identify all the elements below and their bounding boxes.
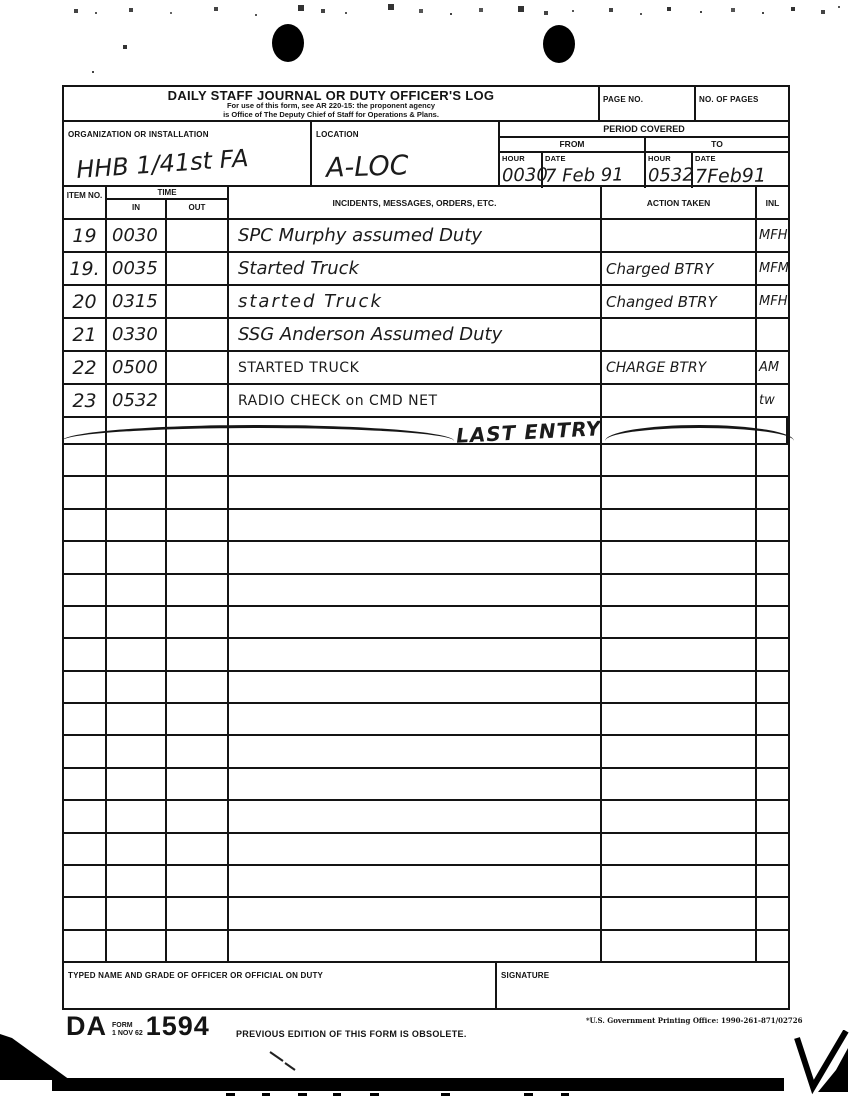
cell-item: 22	[64, 352, 107, 383]
last-entry-text-handwritten: LAST ENTRY	[455, 415, 602, 448]
cell-empty	[107, 575, 167, 605]
period-covered-label: PERIOD COVERED	[500, 122, 788, 138]
da-form-1594	[62, 85, 790, 1010]
cell-empty	[107, 607, 167, 637]
punch-hole-right	[543, 25, 575, 63]
cell-action: Changed BTRY	[602, 286, 757, 317]
cell-incident: SSG Anderson Assumed Duty	[229, 319, 602, 350]
cell-empty	[107, 639, 167, 669]
strike-line-right	[605, 425, 794, 441]
organization-box	[64, 122, 312, 185]
cell-empty	[602, 672, 757, 702]
cell-empty	[64, 477, 107, 507]
form-title: DAILY STAFF JOURNAL OR DUTY OFFICER'S LOG	[167, 88, 495, 103]
from-hour-value-handwritten: 0030	[501, 164, 548, 187]
cell-empty	[167, 898, 229, 928]
cell-empty	[229, 477, 602, 507]
cell-empty	[167, 510, 229, 540]
typed-name-box	[64, 963, 497, 1008]
cell-empty	[602, 898, 757, 928]
cell-in: 0315	[107, 286, 167, 317]
form-edition-date: 1 NOV 62	[112, 1029, 143, 1037]
organization-label: ORGANIZATION OR INSTALLATION	[68, 130, 209, 139]
table-row-empty	[64, 704, 788, 736]
time-label: TIME	[107, 187, 227, 200]
to-hour-value-handwritten: 0532	[647, 164, 694, 187]
cell-empty	[107, 834, 167, 864]
cell-empty	[107, 510, 167, 540]
cell-in: 0532	[107, 385, 167, 416]
pen-stray-mark	[270, 1052, 283, 1061]
cell-empty	[602, 931, 757, 961]
cell-empty	[229, 769, 602, 799]
no-of-pages-label: NO. OF PAGES	[699, 95, 759, 104]
to-date-box	[693, 153, 788, 188]
cell-empty	[64, 736, 107, 766]
cell-empty	[64, 639, 107, 669]
cell-empty	[757, 801, 788, 831]
cell-empty	[167, 801, 229, 831]
table-row	[64, 385, 788, 418]
cell-empty	[757, 477, 788, 507]
no-of-pages-box	[696, 87, 788, 120]
table-row	[64, 253, 788, 286]
cell-item: 19	[64, 220, 107, 251]
cell-empty	[107, 477, 167, 507]
cell-empty	[107, 704, 167, 734]
cell-empty	[757, 834, 788, 864]
cell-empty	[167, 672, 229, 702]
table-row-empty	[64, 639, 788, 671]
cell-empty	[757, 575, 788, 605]
period-values-band	[500, 153, 788, 188]
cell-empty	[64, 607, 107, 637]
table-row-empty	[64, 477, 788, 509]
cell-action	[602, 319, 757, 350]
cell-empty	[602, 736, 757, 766]
cell-empty	[229, 639, 602, 669]
last-entry-row	[64, 415, 788, 448]
form-subtitle-line2: is Office of The Deputy Chief of Staff for Operations & Plans.	[223, 109, 439, 119]
filled-rows	[64, 220, 788, 418]
from-hour-box	[500, 153, 548, 188]
cell-in: 0500	[107, 352, 167, 383]
cell-empty	[757, 672, 788, 702]
cell-empty	[757, 704, 788, 734]
cell-empty	[757, 510, 788, 540]
cell-empty	[229, 704, 602, 734]
date-label: DATE	[545, 154, 566, 163]
form-footer-band	[64, 963, 788, 1008]
scan-noise	[0, 0, 2, 2]
hour-label: HOUR	[502, 154, 525, 163]
to-label: TO	[711, 139, 723, 149]
to-date-value-handwritten: 7Feb91	[694, 164, 767, 188]
bottom-scan-marks	[0, 1030, 850, 1097]
time-header	[107, 187, 229, 218]
cell-empty	[64, 931, 107, 961]
cell-empty	[64, 575, 107, 605]
cell-empty	[229, 736, 602, 766]
cell-empty	[602, 575, 757, 605]
table-row-empty	[64, 898, 788, 930]
cell-inl: AM	[759, 360, 780, 375]
table-row-empty	[64, 445, 788, 477]
cell-action: Charged BTRY	[602, 253, 757, 284]
cell-empty	[602, 639, 757, 669]
cell-empty	[229, 575, 602, 605]
form-header-band	[64, 87, 788, 122]
table-row-empty	[64, 769, 788, 801]
signature-label: SIGNATURE	[501, 971, 550, 980]
table-row	[64, 319, 788, 352]
cell-empty	[107, 736, 167, 766]
cell-empty	[64, 445, 107, 475]
cell-empty	[602, 477, 757, 507]
cell-out	[167, 253, 229, 284]
form-word: FORM	[112, 1022, 133, 1029]
cell-action: CHARGE BTRY	[602, 352, 757, 383]
cell-empty	[64, 672, 107, 702]
cell-empty	[757, 898, 788, 928]
cell-out	[167, 352, 229, 383]
cell-empty	[602, 607, 757, 637]
action-taken-header: ACTION TAKEN	[602, 187, 757, 218]
cell-item: 20	[64, 286, 107, 317]
cell-inl: MFH	[759, 294, 788, 309]
cell-empty	[757, 769, 788, 799]
table-row-empty	[64, 510, 788, 542]
in-header: IN	[107, 200, 167, 218]
last-entry-overlay	[62, 415, 794, 448]
cell-out	[167, 385, 229, 416]
cell-empty	[757, 736, 788, 766]
cell-out	[167, 220, 229, 251]
cell-item: 21	[64, 319, 107, 350]
table-row-empty	[64, 931, 788, 963]
table-row-empty	[64, 736, 788, 768]
period-covered-box	[500, 122, 788, 188]
gpo-note: *U.S. Government Printing Office: 1990-261-871/02726	[586, 1016, 803, 1025]
cell-empty	[167, 931, 229, 961]
out-header: OUT	[188, 203, 206, 212]
cell-empty	[167, 866, 229, 896]
inl-header: INL	[765, 197, 780, 208]
table-row-empty	[64, 834, 788, 866]
cell-empty	[167, 607, 229, 637]
in-out-band	[107, 200, 227, 218]
cell-empty	[229, 510, 602, 540]
cell-empty	[64, 866, 107, 896]
table-row-empty	[64, 542, 788, 574]
cell-incident: STARTED TRUCK	[229, 352, 602, 383]
cell-empty	[64, 834, 107, 864]
bottom-black-bar	[52, 1078, 784, 1091]
cell-empty	[167, 834, 229, 864]
table-row-empty	[64, 607, 788, 639]
cell-empty	[107, 445, 167, 475]
cell-empty	[107, 898, 167, 928]
form-number: 1594	[145, 1011, 210, 1041]
cell-inl: tw	[759, 393, 775, 408]
from-date-value-handwritten: 7 Feb 91	[544, 164, 624, 187]
cell-empty	[229, 542, 602, 572]
pen-stray-mark	[285, 1063, 295, 1070]
cell-empty	[757, 542, 788, 572]
cell-empty	[64, 704, 107, 734]
obsolete-note: PREVIOUS EDITION OF THIS FORM IS OBSOLETE.	[236, 1029, 467, 1039]
page-no-label: PAGE NO.	[603, 95, 644, 104]
org-location-band	[64, 122, 788, 187]
location-box	[312, 122, 500, 185]
cell-empty	[64, 542, 107, 572]
cell-in: 0035	[107, 253, 167, 284]
cell-incident: RADIO CHECK on CMD NET	[229, 385, 602, 416]
table-row	[64, 220, 788, 253]
incidents-header: INCIDENTS, MESSAGES, ORDERS, ETC.	[229, 187, 602, 218]
cell-empty	[167, 542, 229, 572]
cell-empty	[602, 866, 757, 896]
cell-empty	[229, 607, 602, 637]
cell-empty	[167, 704, 229, 734]
page-no-box	[600, 87, 696, 120]
table-row	[64, 286, 788, 319]
cell-empty	[107, 866, 167, 896]
da-designator: DA	[66, 1011, 107, 1041]
cell-empty	[167, 445, 229, 475]
empty-rows	[64, 445, 788, 963]
cell-empty	[229, 672, 602, 702]
cell-empty	[757, 866, 788, 896]
date-label: DATE	[695, 154, 716, 163]
cell-empty	[107, 672, 167, 702]
cell-empty	[107, 931, 167, 961]
hour-label: HOUR	[648, 154, 671, 163]
cell-empty	[757, 931, 788, 961]
cell-empty	[757, 445, 788, 475]
cell-empty	[229, 834, 602, 864]
cell-empty	[167, 477, 229, 507]
cell-out	[167, 319, 229, 350]
cell-empty	[229, 801, 602, 831]
cell-empty	[602, 510, 757, 540]
cell-in: 0330	[107, 319, 167, 350]
typed-name-label: TYPED NAME AND GRADE OF OFFICER OR OFFICIAL ON DUTY	[68, 971, 324, 980]
cell-action	[602, 385, 757, 416]
cell-empty	[167, 575, 229, 605]
to-hour-box	[646, 153, 693, 188]
cell-empty	[107, 769, 167, 799]
punch-hole-left	[272, 24, 304, 62]
journal-table-header	[64, 187, 788, 220]
location-value-handwritten: A-LOC	[325, 150, 410, 184]
cell-empty	[229, 898, 602, 928]
form-title-box	[64, 87, 600, 120]
corner-wedge-left	[0, 1034, 70, 1080]
table-row	[64, 352, 788, 385]
cell-empty	[602, 769, 757, 799]
cell-item: 23	[64, 385, 107, 416]
cell-empty	[64, 510, 107, 540]
form-subtitle-line1: For use of this form, see AR 220-15: the proponent agency	[226, 101, 436, 110]
cell-empty	[64, 898, 107, 928]
cell-empty	[229, 866, 602, 896]
cell-action	[602, 220, 757, 251]
cell-inl: MFH	[759, 228, 788, 243]
cell-empty	[64, 801, 107, 831]
cell-empty	[602, 445, 757, 475]
cell-out	[167, 286, 229, 317]
cell-empty	[229, 445, 602, 475]
cell-inl: MFM	[759, 261, 789, 276]
organization-value-handwritten: HHB 1/41st FA	[75, 144, 250, 184]
from-to-band	[500, 138, 788, 153]
cell-item: 19.	[64, 253, 107, 284]
table-row-empty	[64, 801, 788, 833]
table-row-empty	[64, 866, 788, 898]
cell-incident: SPC Murphy assumed Duty	[229, 220, 602, 251]
bottom-tick-marks	[226, 1093, 569, 1096]
cell-empty	[602, 704, 757, 734]
cell-empty	[602, 801, 757, 831]
cell-empty	[229, 931, 602, 961]
item-no-header: ITEM NO.	[64, 187, 107, 218]
cell-empty	[602, 542, 757, 572]
from-date-box	[543, 153, 646, 188]
cell-empty	[167, 736, 229, 766]
cell-incident: started Truck	[229, 286, 602, 317]
cell-in: 0030	[107, 220, 167, 251]
cell-incident: Started Truck	[229, 253, 602, 284]
from-label: FROM	[500, 138, 646, 151]
table-row-empty	[64, 672, 788, 704]
table-row-empty	[64, 575, 788, 607]
location-label: LOCATION	[316, 130, 359, 139]
cell-empty	[167, 639, 229, 669]
cell-empty	[757, 639, 788, 669]
cell-inl	[757, 319, 788, 350]
cell-empty	[107, 542, 167, 572]
cell-empty	[64, 769, 107, 799]
cell-empty	[602, 834, 757, 864]
cell-empty	[167, 769, 229, 799]
strike-line-left	[62, 425, 454, 441]
cell-empty	[107, 801, 167, 831]
signature-box	[497, 963, 788, 1008]
cell-empty	[757, 607, 788, 637]
